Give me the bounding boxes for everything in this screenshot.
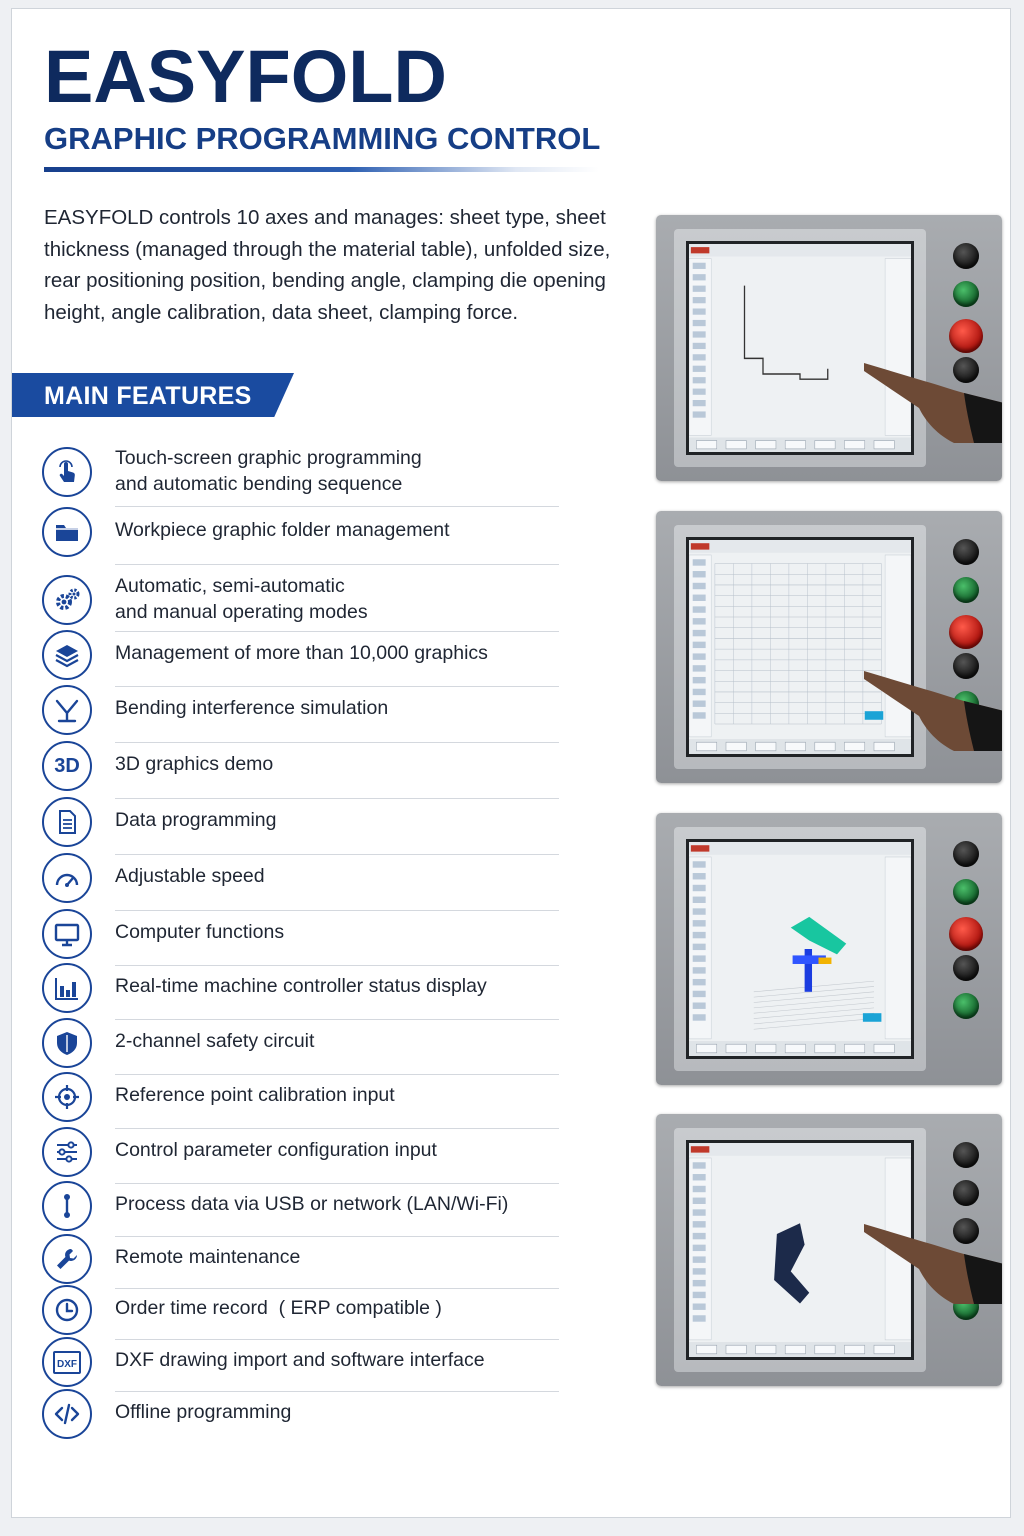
controller-photo-part-view [656, 1114, 1002, 1386]
feature-divider [115, 1288, 559, 1289]
feature-divider [115, 742, 559, 743]
controller-screen [686, 839, 914, 1059]
feature-label: Control parameter configuration input [115, 1139, 437, 1161]
document-icon [42, 797, 92, 847]
monitor-bezel [674, 827, 926, 1071]
feature-label: Workpiece graphic folder management [115, 519, 450, 541]
feature-divider [115, 506, 559, 507]
intro-paragraph: EASYFOLD controls 10 axes and manages: sheet type, sheet thickness (managed through the material table), unfolded size, rear positioning position, bending angle, clamping die opening height, angle calibration, data sheet, clamping force. [44, 206, 611, 324]
usb-icon [42, 1181, 92, 1231]
feature-divider [115, 1074, 559, 1075]
dxf-file-icon-label: DXF [53, 1351, 81, 1374]
feature-divider [115, 1236, 559, 1237]
title-underline [44, 167, 599, 172]
3d-icon [42, 741, 92, 791]
feature-label: 2-channel safety circuit [115, 1030, 315, 1052]
feature-label: Process data via USB or network (LAN/Wi-Fi) [115, 1193, 509, 1215]
page-title: EASYFOLD [44, 35, 447, 118]
layers-icon [42, 630, 92, 680]
code-icon [42, 1389, 92, 1439]
interference-icon [42, 685, 92, 735]
feature-divider [115, 631, 559, 632]
feature-label: and manual operating modes [115, 601, 368, 623]
black-push-button-icon [953, 841, 979, 867]
emergency-stop-button-icon [949, 917, 983, 951]
black-push-button-icon [953, 955, 979, 981]
feature-label: Order time record ( ERP compatible ) [115, 1297, 442, 1319]
sliders-icon [42, 1127, 92, 1177]
touch-hand-icon [42, 447, 92, 497]
feature-divider [115, 564, 559, 565]
bar-chart-icon [42, 963, 92, 1013]
feature-divider [115, 910, 559, 911]
feature-label: 3D graphics demo [115, 753, 274, 775]
feature-label: Management of more than 10,000 graphics [115, 642, 488, 664]
feature-divider [115, 854, 559, 855]
feature-label: and automatic bending sequence [115, 473, 403, 495]
black-push-button-icon [953, 243, 979, 269]
feature-divider [115, 1019, 559, 1020]
feature-label: Data programming [115, 809, 277, 831]
brochure-page [11, 8, 1011, 1518]
feature-divider [115, 1128, 559, 1129]
feature-label: Touch-screen graphic programming [115, 447, 422, 469]
wrench-icon [42, 1234, 92, 1284]
pointing-hand-icon [864, 631, 1002, 751]
green-push-button-icon [953, 993, 979, 1019]
feature-label: Remote maintenance [115, 1246, 301, 1268]
crosshair-icon [42, 1072, 92, 1122]
pointing-hand-icon [864, 1184, 1002, 1304]
feature-label: Bending interference simulation [115, 697, 389, 719]
features-heading: MAIN FEATURES [44, 382, 252, 410]
black-push-button-icon [953, 539, 979, 565]
3d-icon-label: 3D [54, 754, 80, 777]
feature-label: Adjustable speed [115, 865, 265, 887]
speedometer-icon [42, 853, 92, 903]
green-push-button-icon [953, 879, 979, 905]
green-push-button-icon [953, 281, 979, 307]
gears-icon [42, 575, 92, 625]
controller-photo-data-table [656, 511, 1002, 783]
feature-divider [115, 965, 559, 966]
feature-label: Computer functions [115, 921, 285, 943]
black-push-button-icon [953, 1142, 979, 1168]
feature-label: Real-time machine controller status display [115, 975, 487, 997]
folder-icon [42, 507, 92, 557]
shield-icon [42, 1018, 92, 1068]
page-subtitle: GRAPHIC PROGRAMMING CONTROL [44, 121, 601, 156]
pointing-hand-icon [864, 323, 1002, 443]
feature-divider [115, 1183, 559, 1184]
feature-label: DXF drawing import and software interface [115, 1349, 485, 1371]
controller-photo-2d-programming [656, 215, 1002, 481]
feature-divider [115, 1339, 559, 1340]
dxf-file-icon [42, 1337, 92, 1387]
clock-icon [42, 1285, 92, 1335]
feature-divider [115, 686, 559, 687]
feature-divider [115, 798, 559, 799]
controller-photo-3d-simulation [656, 813, 1002, 1085]
monitor-icon [42, 909, 92, 959]
feature-label: Automatic, semi-automatic [115, 575, 345, 597]
green-push-button-icon [953, 577, 979, 603]
feature-label: Offline programming [115, 1401, 292, 1423]
feature-label: Reference point calibration input [115, 1084, 395, 1106]
feature-divider [115, 1391, 559, 1392]
